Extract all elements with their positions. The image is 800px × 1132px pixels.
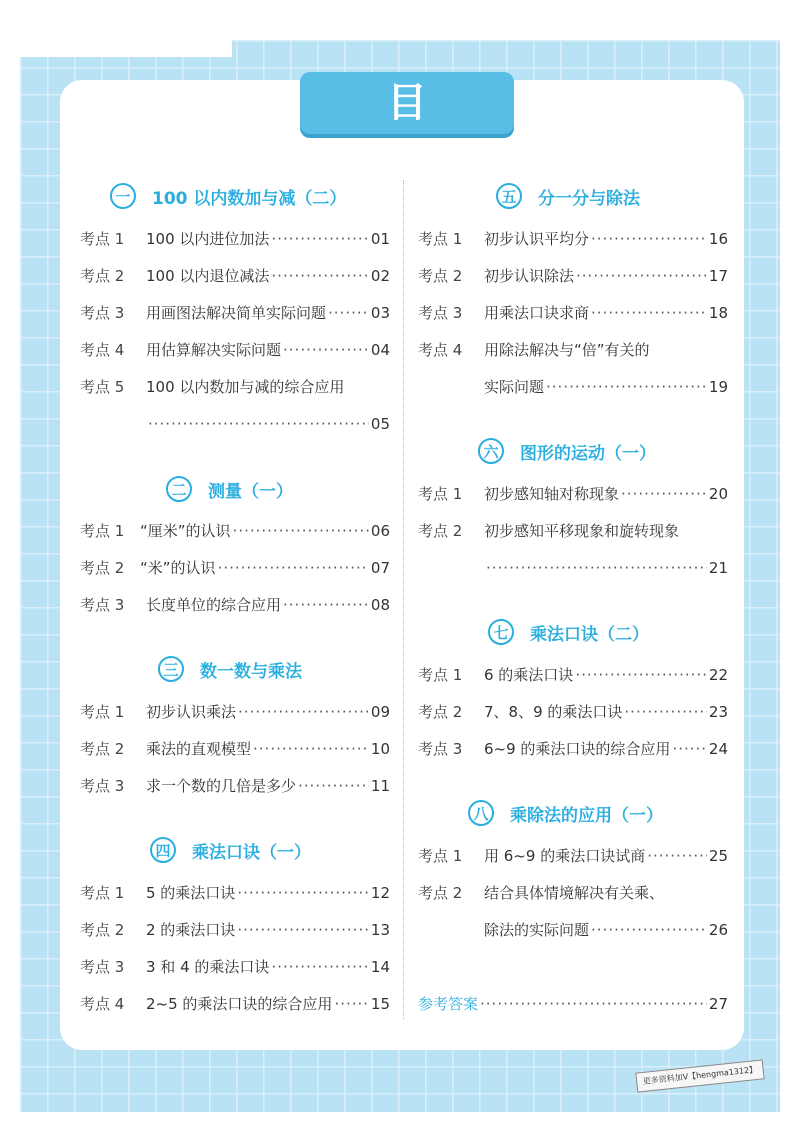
entry-page: 19 [708,378,728,396]
entry-title: 2~5 的乘法口诀的综合应用 [146,995,333,1013]
entry-page: 25 [708,847,728,865]
entry-label: 考点 1 [418,485,463,503]
section-title: 测量（一） [208,481,293,502]
entry-title: “厘米”的认识 [140,522,231,540]
section-title: 乘法口诀（二） [530,624,649,645]
section-heading[interactable] [110,180,346,212]
toc-entry[interactable] [80,516,390,546]
toc-entry[interactable] [80,590,390,620]
entry-label: 考点 2 [80,740,125,758]
entry-page: 14 [370,958,390,976]
section-number-badge: 一 [110,183,136,209]
section-heading[interactable] [478,435,656,467]
toc-entry-continuation[interactable] [418,915,728,945]
dot-leader [591,915,707,945]
entry-label: 考点 2 [80,267,125,285]
toc-entry-continuation[interactable] [418,372,728,402]
section-heading[interactable] [158,653,302,685]
entry-page: 15 [370,995,390,1013]
entry-page: 09 [370,703,390,721]
toc-entry[interactable] [418,335,728,365]
section-title: 分一分与除法 [538,188,640,209]
dot-leader [298,771,369,801]
dot-leader [218,553,369,583]
entry-label: 考点 2 [80,921,125,939]
toc-entry[interactable] [418,697,728,727]
entry-title-continued: 除法的实际问题 [484,921,590,939]
toc-entry-answers[interactable] [418,989,728,1019]
dot-leader [233,516,369,546]
toc-entry[interactable] [418,224,728,254]
entry-label: 考点 1 [418,666,463,684]
dot-leader [148,409,369,439]
entry-title: 用除法解决与“倍”有关的 [484,341,650,359]
dot-leader [575,660,707,690]
toc-entry-continuation[interactable] [418,553,728,583]
entry-label: 考点 5 [80,378,125,396]
entry-page: 02 [370,267,390,285]
section-heading[interactable] [488,616,649,648]
entry-title: 初步认识平均分 [484,230,590,248]
entry-page: 08 [370,596,390,614]
entry-label: 考点 3 [80,777,125,795]
entry-label: 考点 2 [418,703,463,721]
entry-label: 考点 1 [418,847,463,865]
toc-entry[interactable] [418,298,728,328]
toc-entry[interactable] [418,479,728,509]
toc-entry[interactable] [80,553,390,583]
toc-entry[interactable] [418,261,728,291]
entry-label: 考点 3 [80,304,125,322]
toc-entry[interactable] [80,224,390,254]
top-white-strip [20,40,232,57]
dot-leader [672,734,706,764]
entry-page: 11 [370,777,390,795]
entry-page: 18 [708,304,728,322]
entry-title-continued: 实际问题 [484,378,545,396]
entry-label: 考点 3 [80,596,125,614]
entry-title: 用 6~9 的乘法口诀试商 [484,847,646,865]
entry-label: 考点 4 [418,341,463,359]
dot-leader [253,734,369,764]
entry-page: 20 [708,485,728,503]
section-number-badge: 二 [166,476,192,502]
entry-title: 初步感知平移现象和旋转现象 [484,522,680,540]
dot-leader [271,261,369,291]
toc-entry[interactable] [80,878,390,908]
entry-label: 考点 2 [80,559,125,577]
entry-page: 05 [370,415,390,433]
entry-page: 06 [370,522,390,540]
entry-label: 考点 4 [80,995,125,1013]
entry-title: 长度单位的综合应用 [146,596,282,614]
entry-page: 01 [370,230,390,248]
dot-leader [591,298,707,328]
answers-title: 参考答案 [418,995,479,1013]
entry-page: 16 [708,230,728,248]
section-heading[interactable] [150,834,311,866]
entry-title: 求一个数的几倍是多少 [146,777,297,795]
toc-entry[interactable] [80,952,390,982]
section-number-badge: 六 [478,438,504,464]
entry-title: “米”的认识 [140,559,216,577]
entry-label: 考点 3 [418,740,463,758]
toc-entry[interactable] [418,878,728,908]
section-number-badge: 八 [468,800,494,826]
entry-title: 6~9 的乘法口诀的综合应用 [484,740,671,758]
toc-entry[interactable] [80,915,390,945]
entry-label: 考点 1 [80,522,125,540]
watermark-stamp: 更多资料加V【hengma1312】 [635,1059,764,1092]
entry-title: 用估算解决实际问题 [146,341,282,359]
dot-leader [546,372,707,402]
toc-entry[interactable] [418,516,728,546]
entry-title: 7、8、9 的乘法口诀 [484,703,623,721]
column-divider [403,180,404,1020]
entry-page: 27 [708,995,728,1013]
entry-page: 17 [708,267,728,285]
entry-title: 乘法的直观模型 [146,740,252,758]
page-title: 目 录 [365,80,471,184]
entry-page: 23 [708,703,728,721]
entry-page: 21 [708,559,728,577]
section-title: 100 以内数加与减（二） [152,188,347,209]
section-title: 数一数与乘法 [200,661,302,682]
entry-page: 26 [708,921,728,939]
entry-title: 初步认识乘法 [146,703,237,721]
dot-leader [621,479,707,509]
entry-label: 考点 2 [418,884,463,902]
dot-leader [334,989,368,1019]
entry-title: 初步感知轴对称现象 [484,485,620,503]
dot-leader [271,952,369,982]
entry-page: 04 [370,341,390,359]
entry-label: 考点 1 [80,703,125,721]
toc-entry[interactable] [80,372,390,402]
toc-entry[interactable] [80,989,390,1019]
dot-leader [328,298,369,328]
dot-leader [486,553,707,583]
entry-label: 考点 3 [80,958,125,976]
entry-title: 2 的乘法口诀 [146,921,236,939]
dot-leader [271,224,369,254]
entry-title: 用画图法解决简单实际问题 [146,304,327,322]
dot-leader [283,335,369,365]
entry-page: 22 [708,666,728,684]
section-heading[interactable] [496,180,640,212]
entry-label: 考点 1 [418,230,463,248]
entry-page: 24 [708,740,728,758]
entry-label: 考点 3 [418,304,463,322]
entry-title: 初步认识除法 [484,267,575,285]
entry-title: 100 以内数加与减的综合应用 [146,378,345,396]
toc-entry[interactable] [418,660,728,690]
section-heading[interactable] [468,797,663,829]
section-heading[interactable] [166,473,293,505]
entry-title: 5 的乘法口诀 [146,884,236,902]
dot-leader [237,915,369,945]
entry-title: 用乘法口诀求商 [484,304,590,322]
entry-page: 10 [370,740,390,758]
toc-entry[interactable] [80,771,390,801]
section-number-badge: 三 [158,656,184,682]
section-title: 图形的运动（一） [520,443,656,464]
section-title: 乘法口诀（一） [192,842,311,863]
dot-leader [591,224,707,254]
toc-entry[interactable] [418,841,728,871]
toc-entry-continuation[interactable] [80,409,390,439]
section-number-badge: 四 [150,837,176,863]
toc-entry[interactable] [80,335,390,365]
dot-leader [647,841,707,871]
entry-page: 03 [370,304,390,322]
dot-leader [480,989,707,1019]
entry-title: 结合具体情境解决有关乘、 [484,884,665,902]
entry-page: 13 [370,921,390,939]
entry-page: 07 [370,559,390,577]
dot-leader [283,590,369,620]
entry-title: 100 以内进位加法 [146,230,270,248]
entry-label: 考点 2 [418,522,463,540]
section-number-badge: 五 [496,183,522,209]
dot-leader [576,261,707,291]
entry-title: 6 的乘法口诀 [484,666,574,684]
dot-leader [237,878,369,908]
entry-label: 考点 1 [80,884,125,902]
dot-leader [238,697,369,727]
section-number-badge: 七 [488,619,514,645]
toc-entry[interactable] [80,734,390,764]
entry-page: 12 [370,884,390,902]
entry-label: 考点 4 [80,341,125,359]
toc-entry[interactable] [80,697,390,727]
entry-title: 3 和 4 的乘法口诀 [146,958,270,976]
entry-label: 考点 1 [80,230,125,248]
toc-entry[interactable] [418,734,728,764]
toc-entry[interactable] [80,261,390,291]
entry-label: 考点 2 [418,267,463,285]
dot-leader [624,697,707,727]
section-title: 乘除法的应用（一） [510,805,663,826]
toc-entry[interactable] [80,298,390,328]
entry-title: 100 以内退位减法 [146,267,270,285]
